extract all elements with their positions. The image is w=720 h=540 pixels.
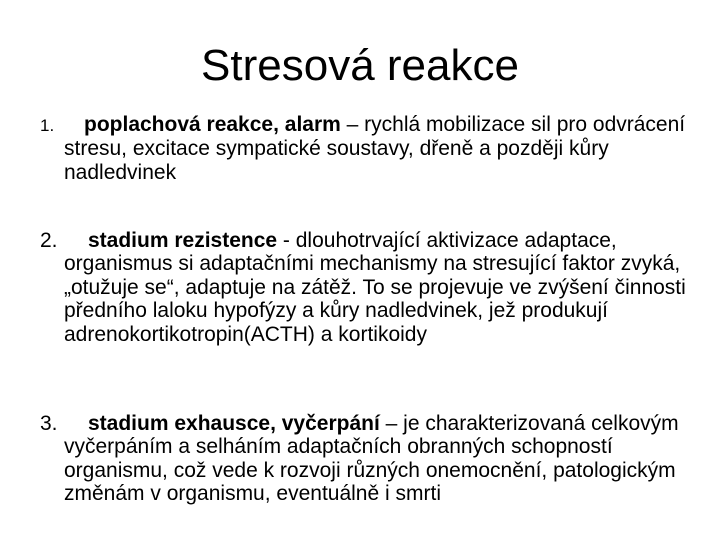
item-term: poplachová reakce, alarm [84,113,341,136]
item-description: – je charakterizovaná celkovým vyčerpáním a selháním adaptačních obranných schopností organismu, což vede k rozvoji různých onemocnění, patologickým změnám v organismu, eventuálně i smrti [64,412,679,506]
item-number: 2. [40,229,58,252]
item-description: – rychlá mobilizace sil pro odvrácení stresu, excitace sympatické soustavy, dřeně a později kůry nadledvinek [64,113,686,184]
list-item-exhaustion [40,412,704,506]
list-item-resistance [40,229,704,346]
item-number: 1. [40,116,55,135]
item-number: 3. [40,412,58,435]
slide-title: Stresová reakce [201,41,519,90]
list-item-alarm [40,113,704,184]
item-term: stadium exhausce, vyčerpání [88,412,380,435]
item-description: - dlouhotrvající aktivizace adaptace, organismus si adaptačními mechanismy na stresující faktor zvyká, „otužuje se“, adaptuje na zátěž. To se projevuje ve zvýšení činnosti předního laloku hypofýzy a kůry nadledvinek, jež produkují adrenokortikotropin(ACTH) a kortikoidy [64,229,686,346]
item-term: stadium rezistence [88,229,278,252]
